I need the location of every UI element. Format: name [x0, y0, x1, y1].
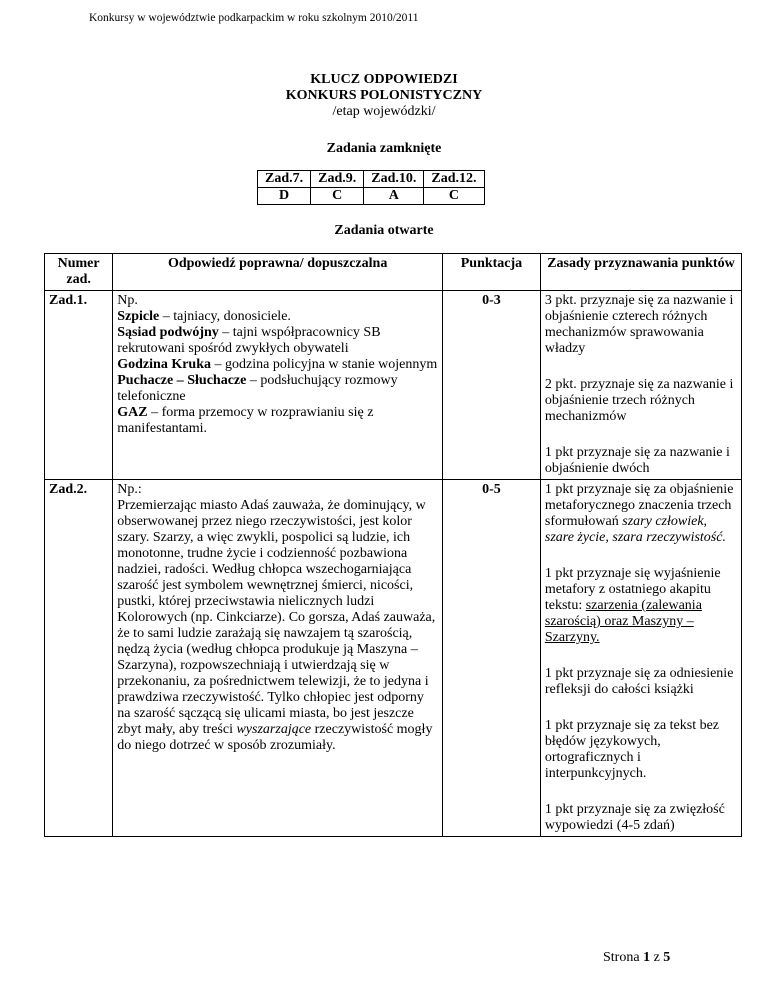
closed-tasks-table: [257, 170, 485, 205]
answer-emphasis: wyszarzające: [236, 722, 312, 737]
rules-cell: [540, 480, 741, 837]
rule-paragraph: 2 pkt. przyznaje się za nazwanie i objaśnienie trzech różnych mechanizmów: [544, 377, 734, 424]
table-row: [45, 480, 742, 837]
rule-text: 1 pkt przyznaje się wyjaśnienie metafory z ostatniego akapitu tekstu:: [544, 566, 721, 613]
closed-header-cell: Zad.7.: [258, 171, 311, 188]
definition: – godzina policyjna w stanie wojennym: [211, 357, 438, 372]
answer-item: [117, 405, 438, 437]
closed-answer-cell: C: [424, 188, 484, 205]
term: Puchacze – Słuchacze: [117, 373, 247, 388]
page-number: [603, 950, 670, 966]
header-points: Punktacja: [443, 254, 541, 291]
answer-item: [117, 309, 438, 325]
example-prefix: Np.:: [117, 482, 142, 497]
header-answer: Odpowiedź poprawna/ dopuszczalna: [113, 254, 443, 291]
rule-paragraph: [545, 566, 737, 646]
answer-item: [117, 357, 438, 373]
term: Sąsiad podwójny: [117, 325, 219, 340]
answer-paragraph: [117, 498, 438, 754]
page-title-2: KONKURS POLONISTYCZNY: [285, 88, 483, 103]
closed-header-cell: Zad.10.: [364, 171, 424, 188]
closed-header-cell: Zad.9.: [311, 171, 364, 188]
open-tasks-heading: Zadania otwarte: [334, 223, 434, 238]
answer-cell: [113, 291, 443, 480]
task-number: Zad.1.: [45, 291, 113, 480]
rule-paragraph: 3 pkt. przyznaje się za nazwanie i objaśnienie czterech różnych mechanizmów sprawowania władzy: [544, 293, 734, 356]
answer-item: [117, 325, 438, 357]
term: Szpicle: [117, 309, 160, 324]
stage-subtitle: /etap wojewódzki/: [332, 104, 436, 119]
rule-text: 1 pkt przyznaje się za objaśnienie metaforycznego znaczenia trzech sformułowań: [544, 482, 734, 529]
page-mid: z: [650, 950, 664, 965]
answer-text-end: rzeczywistość mogły do niego dotrzeć w sposób zrozumiały.: [117, 722, 433, 753]
rule-paragraph: 1 pkt przyznaje się za nazwanie i objaśnienie dwóch: [544, 445, 730, 476]
term: GAZ: [117, 405, 148, 420]
closed-tasks-heading: Zadania zamknięte: [326, 141, 442, 156]
points-cell: 0-3: [443, 291, 541, 480]
rules-cell: [540, 291, 741, 480]
rule-paragraph: 1 pkt przyznaje się za zwięzłość wypowiedzi (4-5 zdań): [544, 802, 725, 833]
rule-emphasis: szary człowiek, szare życie, szara rzeczywistość.: [544, 514, 726, 545]
points-cell: 0-5: [443, 480, 541, 837]
rule-paragraph: 1 pkt przyznaje się za odniesienie refleksji do całości książki: [544, 666, 734, 697]
definition: – tajni współpracownicy SB rekrutowani spośród zwykłych obywateli: [117, 325, 381, 356]
definition: – podsłuchujący rozmowy telefoniczne: [117, 373, 398, 404]
page-total: 5: [663, 950, 671, 965]
closed-answer-cell: A: [364, 188, 424, 205]
closed-answer-cell: C: [311, 188, 364, 205]
closed-header-cell: Zad.12.: [424, 171, 484, 188]
rule-paragraph: [545, 482, 737, 546]
open-tasks-table: [44, 253, 742, 837]
definition: – forma przemocy w rozprawianiu się z manifestantami.: [117, 405, 374, 436]
closed-answer-row: [258, 188, 485, 205]
closed-answer-cell: D: [258, 188, 311, 205]
table-row: [45, 291, 742, 480]
term: Godzina Kruka: [117, 357, 211, 372]
page-title: KLUCZ ODPOWIEDZI: [310, 72, 458, 87]
rule-underline: szarzenia (zalewania szarością) oraz Maszyny – Szarzyny.: [544, 598, 702, 645]
header-rules: Zasady przyznawania punktów: [540, 254, 741, 291]
running-header: Konkursy w województwie podkarpackim w roku szkolnym 2010/2011: [89, 12, 419, 24]
definition: – tajniacy, donosiciele.: [159, 309, 291, 324]
page-current: 1: [643, 950, 651, 965]
rule-paragraph: 1 pkt przyznaje się za tekst bez błędów językowych, ortograficznych i interpunkcyjnych.: [544, 718, 720, 781]
closed-header-row: [258, 171, 485, 188]
open-header-row: [45, 254, 742, 291]
header-task-number: Numer zad.: [45, 254, 113, 291]
task-number: Zad.2.: [45, 480, 113, 837]
answer-item: [117, 373, 438, 405]
example-prefix: Np.: [117, 293, 138, 308]
page-prefix: Strona: [603, 950, 644, 965]
answer-cell: [113, 480, 443, 837]
answer-text: Przemierzając miasto Adaś zauważa, że dominujący, w obserwowanej przez niego rzeczywistości, jest kolor szary. Szarzy, a więc zwykli, pospolici są ludzie, ich monotonne, trudne życie i codzienność pozbawiona nadziei, radości. Według chłopca wszechogarniająca szarość jest symbolem wewnętrznej śmierci, nicości, pustki, której przeciwstawia nielicznych ludzi Kolorowych (np. Cinkciarze). Co gorsza, Adaś zauważa, że to sami ludzie zarażają się nawzajem tą szarością, nędzą życia (według chłopca produkuje ją Maszyna – Szarzyna), rozpowszechniają i utwierdzają się w przekonaniu, za pośrednictwem telewizji, że to jedyna i prawdziwa rzeczywistość. Tylko chłopiec jest odporny na szarość sączącą się ulicami miasta, bo jest jeszcze zbyt mały, aby treści: [117, 498, 436, 737]
